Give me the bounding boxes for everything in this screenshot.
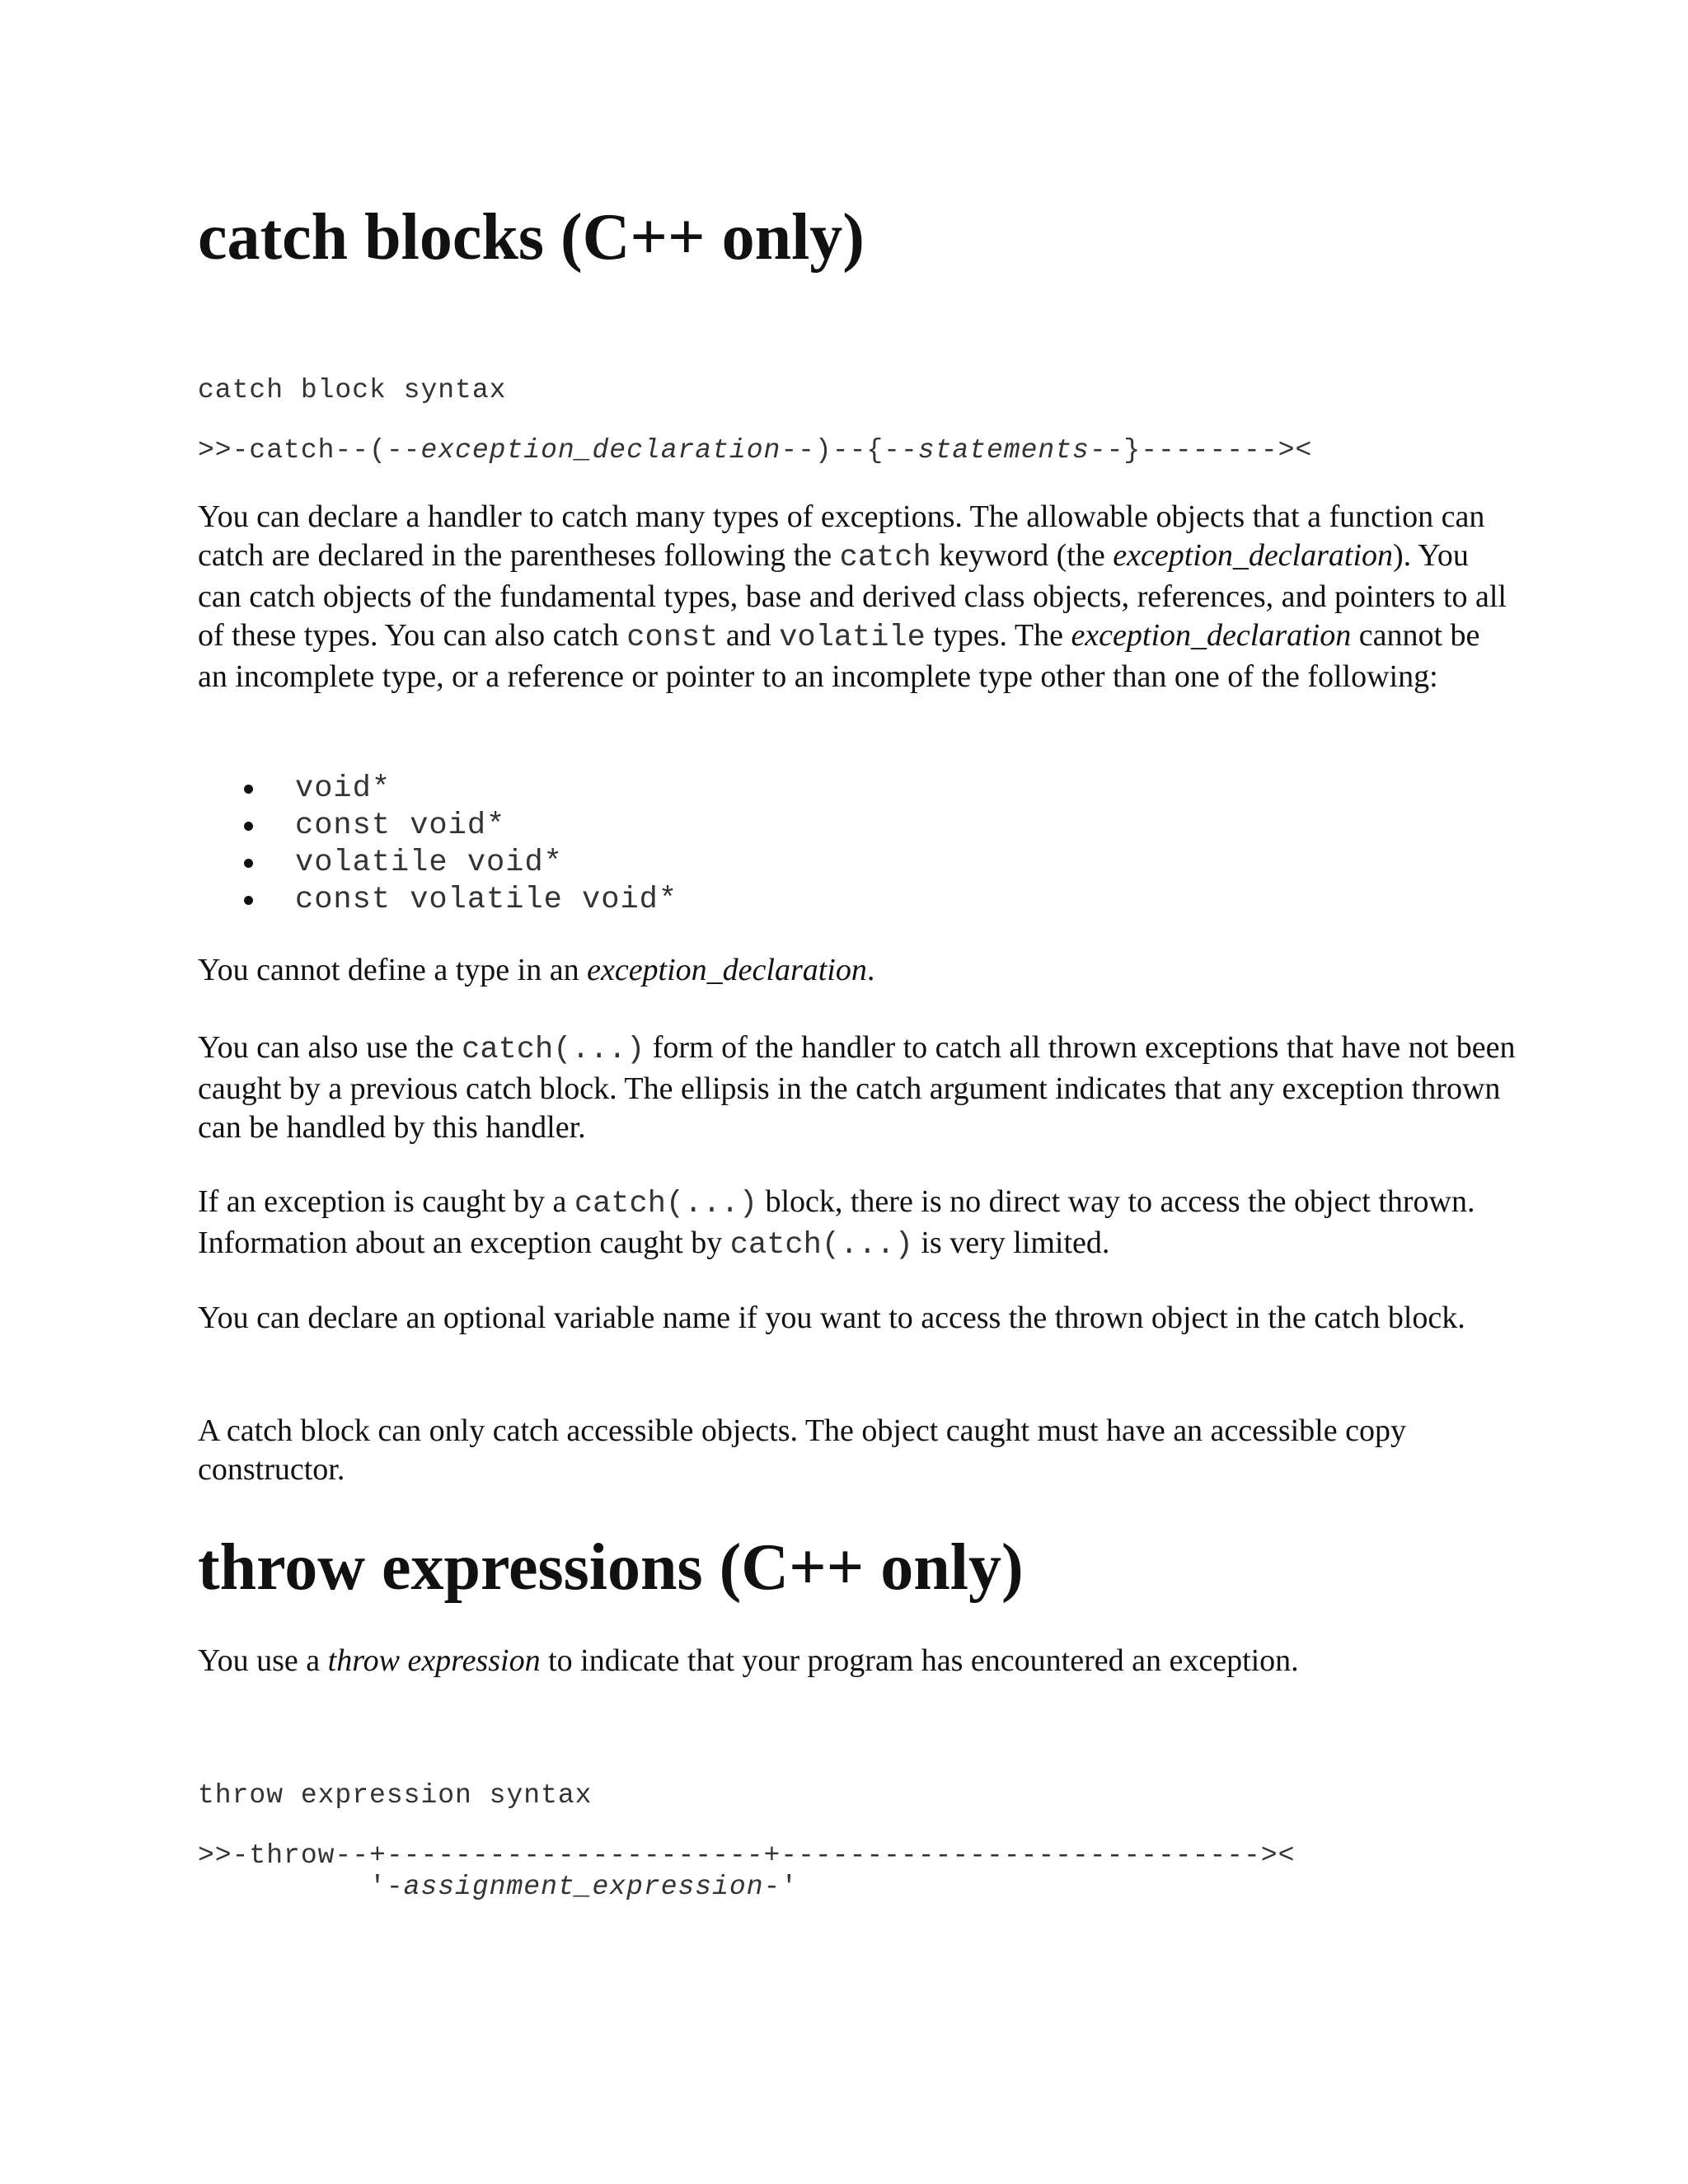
catch-syntax-caption: catch block syntax (198, 375, 507, 405)
term-throw-expression: throw expression (327, 1643, 541, 1678)
text-run: keyword (the (931, 538, 1114, 573)
bullet-icon (244, 822, 253, 831)
diagram-suffix: --}-------->< (1089, 435, 1313, 466)
code-const: const (626, 621, 719, 655)
text-run: block, there is no direct way to access the object thrown. Information about an exception caught by (198, 1184, 1475, 1260)
list-item-text: const volatile void* (295, 883, 678, 917)
text-run: types. The (925, 618, 1071, 653)
diagram-middle: --)--{-- (781, 435, 918, 466)
catch-syntax-diagram (198, 435, 1312, 466)
list-item (198, 845, 678, 882)
paragraph-optional-variable: You can declare an optional variable name if you want to access the thrown object in the catch block. (198, 1301, 1465, 1335)
text-run: to indicate that your program has encountered an exception. (540, 1643, 1299, 1678)
diagram-line-1: >>-throw--+----------------------+---------------------------->< (198, 1840, 1296, 1871)
code-catch-ellipsis: catch(...) (462, 1033, 645, 1067)
section-title-throw-expressions: throw expressions (C++ only) (198, 1531, 1024, 1604)
paragraph-catch-ellipsis-access (198, 1183, 1517, 1265)
throw-syntax-diagram (198, 1840, 1295, 1903)
paragraph-catch-all (198, 1029, 1517, 1147)
diagram-line-2-param: assignment_expression (403, 1872, 764, 1902)
code-catch-ellipsis: catch(...) (574, 1187, 757, 1221)
text-run: You use a (198, 1643, 328, 1678)
diagram-prefix: >>-catch--(-- (198, 435, 421, 466)
text-run: You cannot define a type in an (198, 953, 588, 987)
diagram-line-2-post: -' (763, 1872, 799, 1902)
bullet-icon (244, 785, 253, 794)
paragraph-accessible-objects: A catch block can only catch accessible objects. The object caught must have an accessible copy constructor. (198, 1413, 1406, 1487)
term-exception-declaration: exception_declaration (1113, 538, 1394, 573)
diagram-param: exception_declaration (420, 435, 781, 466)
paragraph-catch-types (198, 498, 1517, 696)
term-exception-declaration: exception_declaration (587, 953, 867, 987)
section-title-catch-blocks: catch blocks (C++ only) (198, 201, 865, 274)
list-item (198, 882, 678, 919)
list-item (198, 771, 678, 808)
list-item-text: volatile void* (295, 846, 563, 880)
paragraph-throw-intro (198, 1642, 1517, 1680)
text-run: You can declare a handler to catch many types of exceptions. The allowable objects that a function can catch are declared in the parentheses following the (198, 499, 1485, 573)
diagram-body: statements (917, 435, 1090, 466)
text-run: . (866, 953, 875, 987)
diagram-line-2-pre: '- (198, 1872, 404, 1902)
paragraph-no-type-definition (198, 951, 1517, 990)
text-run: If an exception is caught by a (198, 1184, 574, 1219)
text-run: and (718, 618, 780, 653)
list-item-text: void* (295, 771, 392, 806)
throw-syntax-caption: throw expression syntax (198, 1780, 593, 1811)
text-run: You can also use the (198, 1030, 462, 1065)
text-run: is very limited. (912, 1226, 1110, 1260)
list-item (198, 808, 678, 845)
code-catch: catch (839, 541, 931, 575)
text-run: form of the handler to catch all thrown exceptions that have not been caught by a previous catch block. The ellipsis in the catch argument indicates that any exception thrown can be handled by this handler. (198, 1030, 1516, 1145)
bullet-icon (244, 859, 253, 868)
code-volatile: volatile (779, 621, 926, 655)
bullet-icon (244, 896, 253, 905)
code-catch-ellipsis: catch(...) (729, 1228, 913, 1263)
incomplete-type-list (198, 771, 678, 919)
list-item-text: const void* (295, 808, 506, 843)
text-run: ). You can catch objects of the fundamental types, base and derived class objects, references, and pointers to all of these types. You can also catch (198, 538, 1507, 653)
text-run: cannot be an incomplete type, or a reference or pointer to an incomplete type other than one of the following: (198, 618, 1480, 694)
term-exception-declaration: exception_declaration (1071, 618, 1352, 653)
